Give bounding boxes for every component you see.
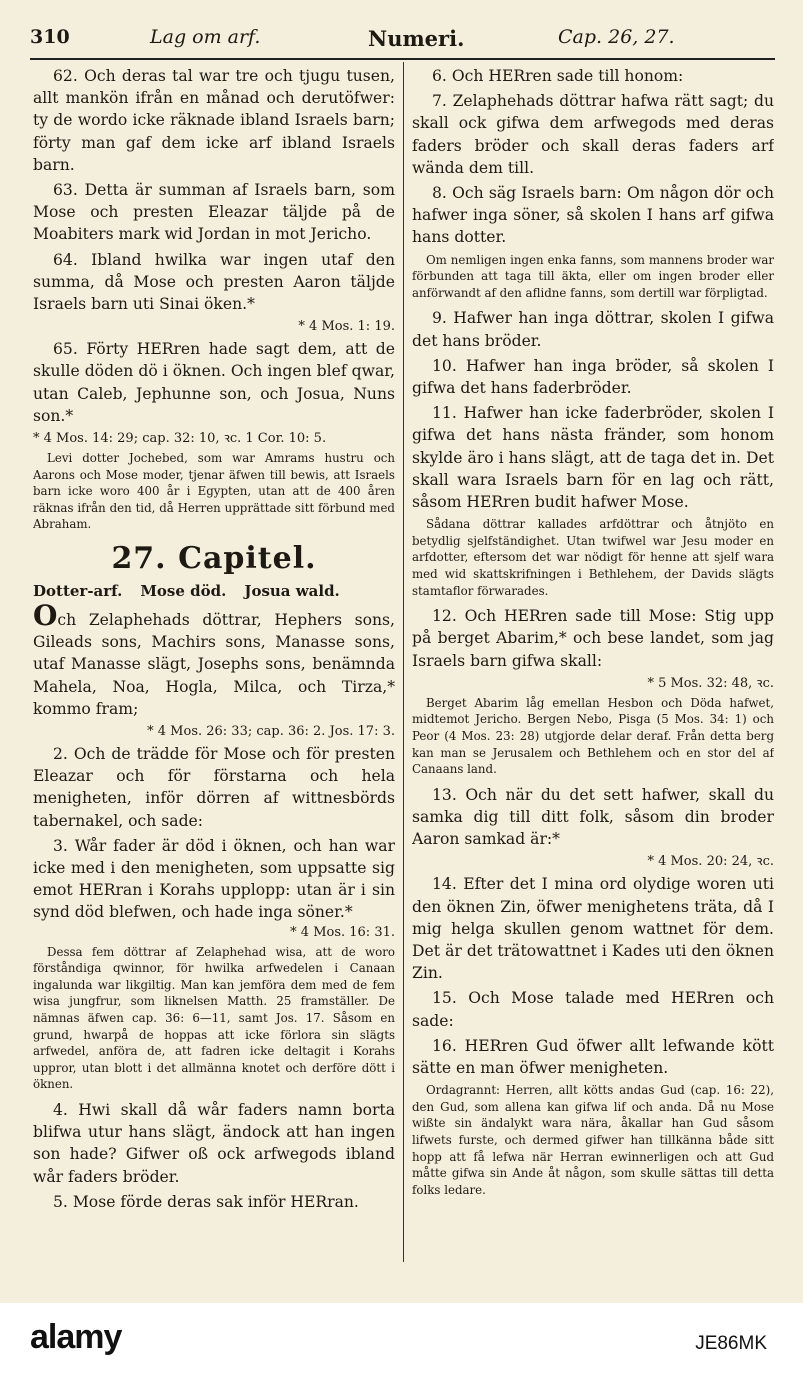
book-title: Numeri. xyxy=(368,26,465,51)
commentary-note: Dessa fem döttrar af Zelaphehad wisa, att de woro förståndiga qwinnor, för hwilka arfwedelen i Canaan ingalunda war likgiltig. Man kan jemföra dem med de fem wisa jungfrur, som liknelsen Matth. 25 framställer. De nämnas äfwen cap. 36: 6—11, samt Jos. 17. Såsom en grund, hwarpå de hoppas att icke förlora sin slägts arfwedel, anföra de, att fadren icke deltagit i Korahs uppror, utan blott i det allmänna knotet och derföre dött i öknen. xyxy=(33,944,395,1092)
page-number: 310 xyxy=(30,26,70,48)
verse-62: 62. Och deras tal war tre och tjugu tusen, allt mankön ifrån en månad och derutöfwer: ty de wordo icke räknade ibland Israels barn; förty man gaf dem icke arf ibland Israels barn. xyxy=(33,67,395,174)
verse-2: 2. Och de trädde för Mose och för presten Eleazar och för förstarna och hela menigheten, inför dörren af wittnesbörds tabernakel, och sade: xyxy=(33,745,395,830)
alamy-logo: alamy xyxy=(30,1318,122,1356)
commentary-note: Levi dotter Jochebed, som war Amrams hustru och Aarons och Mose moder, tjenar äfwen till bewis, att Israels barn icke woro 400 år i Egypten, utan att de 400 åren räknas ifrån den tid, då Herren upprättade sitt förbund med Abraham. xyxy=(33,451,395,532)
drop-cap: O xyxy=(33,599,58,633)
verse-3: 3. Wår fader är död i öknen, och han war icke med i den menigheten, som uppsatte sig emot HERran i Korahs upplopp: utan är i sin synd död blefwen, och hade inga söner.* xyxy=(33,836,395,922)
verse-11: 11. Hafwer han icke faderbröder, skolen I gifwa det hans nästa fränder, som honom skylde äro i hans slägt, att de taga det in. Det skall wara Israels barn för en lag och rätt, såsom HERren budit hafwer Mose. xyxy=(412,404,774,512)
verse-1 xyxy=(33,599,395,720)
verse-4: 4. Hwi skall då wår faders namn borta blifwa utur hans slägt, ändock att han ingen son hade? Gifwer oß ock arfwegods ibland wår faders bröder. xyxy=(33,1101,395,1186)
verse-10: 10. Hafwer han inga bröder, så skolen I gifwa det hans faderbröder. xyxy=(412,356,774,398)
chapter-heading: 27. Capitel. xyxy=(111,541,317,577)
page-header xyxy=(30,24,775,62)
cross-reference: * 4 Mos. 16: 31. xyxy=(290,924,395,940)
verse-13: 13. Och när du det sett hafwer, skall du samka dig till ditt folk, såsom din broder Aaron samkad är:* xyxy=(412,785,774,849)
verse-14: 14. Efter det I mina ord olydige woren uti den öknen Zin, öfwer menighetens träta, då I mig helga skullen genom wattnet för dem. Det är det trätowattnet i Kades uti den öknen Zin. xyxy=(412,875,774,983)
verse-16: 16. HERren Gud öfwer allt lefwande kött sätte en man öfwer menigheten. xyxy=(412,1036,774,1078)
chapter-summary xyxy=(33,582,395,600)
chapter-reference: Cap. 26, 27. xyxy=(558,26,675,48)
verse-6: 6. Och HERren sade till honom: xyxy=(432,67,684,85)
verse-7: 7. Zelaphehads döttrar hafwa rätt sagt; du skall ock gifwa dem arfwegods med deras faders bröder och skall deras faders arf wända dem till. xyxy=(412,92,774,177)
verse-8: 8. Och säg Israels barn: Om någon dör och hafwer inga söner, så skolen I hans arf gifwa hans dotter. xyxy=(412,184,774,247)
verse-65: 65. Förty HERren hade sagt dem, att de skulle döden dö i öknen. Och ingen blef qwar, utan Caleb, Jephunne son, och Josua, Nuns son.* xyxy=(33,340,395,425)
running-head-left: Lag om arf. xyxy=(150,26,261,48)
verse-64: 64. Ibland hwilka war ingen utaf den summa, då Mose och presten Aaron täljde Israels barn uti Sinai öken.* xyxy=(33,250,395,314)
left-column xyxy=(33,64,395,1264)
cross-reference: * 4 Mos. 14: 29; cap. 32: 10, ꝛc. 1 Cor. 10: 5. xyxy=(33,431,327,447)
summary-item: Mose död. xyxy=(140,582,227,601)
cross-reference: * 4 Mos. 26: 33; cap. 36: 2. Jos. 17: 3. xyxy=(147,724,395,740)
stock-image-id: JE86MK xyxy=(695,1333,767,1354)
commentary-note: Om nemligen ingen enka fanns, som mannens broder war förbunden att taga till äkta, eller om ingen broder eller anförwandt af den aflidne fanns, som dertill war förpligtad. xyxy=(412,252,774,300)
cross-reference: * 4 Mos. 20: 24, ꝛc. xyxy=(647,854,774,870)
right-column xyxy=(412,64,774,1264)
verse-15: 15. Och Mose talade med HERren och sade: xyxy=(412,989,774,1030)
commentary-note: Berget Abarim låg emellan Hesbon och Döda hafwet, midtemot Jericho. Bergen Nebo, Pisga (5 Mos. 34: 1) och Peor (4 Mos. 23: 28) utgjorde delar deraf. Från detta berg kan man se Jerusalem och Bethlehem och en stor del af Canaans land. xyxy=(412,695,774,777)
verse-12: 12. Och HERren sade till Mose: Stig upp på berget Abarim,* och bese landet, som jag Israels barn gifwa skall: xyxy=(412,607,774,670)
verse-9: 9. Hafwer han inga döttrar, skolen I gifwa det hans bröder. xyxy=(412,309,774,350)
summary-item: Dotter-arf. xyxy=(33,582,123,601)
cross-reference: * 4 Mos. 1: 19. xyxy=(298,319,395,335)
commentary-note: Sådana döttrar kallades arfdöttrar och åtnjöto en betydlig sjelfständighet. Utan twifwel war Jesu moder en arfdotter, eftersom det war nödigt för henne att sjelf wara med wid skattskrifningen i Bethlehem, der Davids slägts stamtaflor förwarades. xyxy=(412,517,774,598)
verse-63: 63. Detta är summan af Israels barn, som Mose och presten Eleazar täljde på de Moabiters mark wid Jordan in mot Jericho. xyxy=(33,181,395,244)
column-divider xyxy=(403,62,404,1262)
header-rule xyxy=(30,58,775,60)
verse-5: 5. Mose förde deras sak inför HERran. xyxy=(53,1192,359,1211)
summary-item: Josua wald. xyxy=(244,582,340,601)
commentary-note: Ordagrannt: Herren, allt kötts andas Gud (cap. 16: 22), den Gud, som allena kan gifwa lif och anda. Då nu Mose wißte sin ändalykt wara nära, åkallar han Gud såsom lifwets furste, och dermed gifwer han tillkänna både sitt hopp att få lefwa när Herran ewinnerligen och att Gud måtte gifwa sin Ande åt någon, som skulle sättas till detta folks ledare. xyxy=(412,1083,774,1197)
cross-reference: * 5 Mos. 32: 48, ꝛc. xyxy=(647,675,774,691)
verse-1-text: ch Zelaphehads döttrar, Hephers sons, Gileads sons, Machirs sons, Manasse sons, utaf Manasse slägt, Josephs sons, benämnda Mahela, Noa, Hogla, Milca, och Tirza,* kommo fram; xyxy=(33,611,395,718)
